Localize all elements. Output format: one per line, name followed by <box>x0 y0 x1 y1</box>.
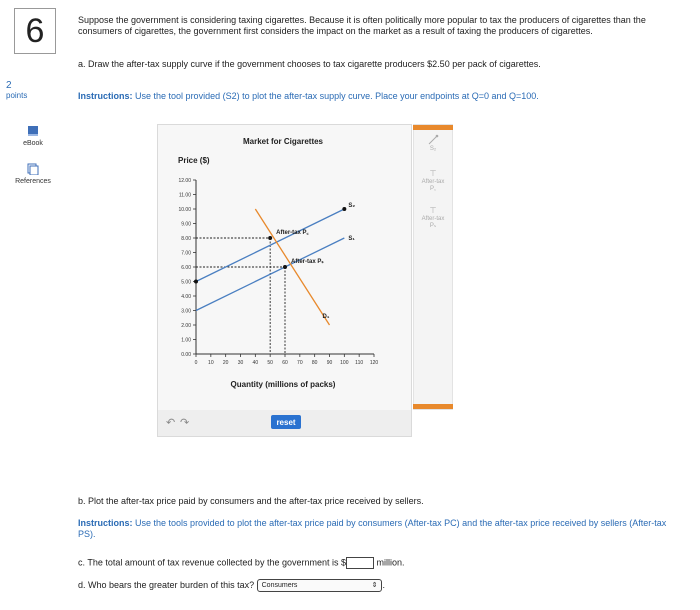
references-link[interactable] <box>6 163 60 185</box>
references-icon <box>27 163 39 175</box>
part-a-instructions <box>78 91 678 102</box>
burden-select-value: Consumers <box>261 582 298 589</box>
graph-controls <box>157 410 412 437</box>
part-b-text: b. Plot the after-tax price paid by consumers and the after-tax price received by sellers. <box>78 496 424 506</box>
tool-pc-line2: P꜀ <box>429 186 437 192</box>
part-c <box>78 557 678 569</box>
chart-title: Market for Cigarettes <box>242 137 324 146</box>
x-tick-label: 60 <box>282 360 288 366</box>
part-a-instructions-label: Instructions: <box>78 91 133 101</box>
part-d-text: d. Who bears the greater burden of this tax? <box>78 579 255 590</box>
tax-revenue-input[interactable] <box>346 557 374 569</box>
references-label: References <box>15 178 51 185</box>
tool-s2[interactable] <box>414 134 452 153</box>
y-tick-label: 12.00 <box>178 178 191 184</box>
undo-icon[interactable]: ↶ <box>166 417 176 429</box>
y-tick-label: 7.00 <box>181 250 191 257</box>
part-c-prefix: c. The total amount of tax revenue collected by the government is $ <box>78 557 346 568</box>
x-tick-label: 50 <box>267 360 273 366</box>
curve-s2-endpoint[interactable] <box>342 207 346 211</box>
line-tool-icon <box>427 134 439 146</box>
x-tick-label: 20 <box>222 360 229 366</box>
question-number: 6 <box>14 8 56 54</box>
equilibrium-point[interactable] <box>268 236 272 240</box>
y-tick-label: 9.00 <box>181 221 191 228</box>
ebook-label: eBook <box>23 140 43 147</box>
burden-select[interactable] <box>257 579 383 592</box>
part-c-suffix: million. <box>376 557 405 568</box>
points-block <box>6 80 42 100</box>
market-chart[interactable] <box>158 125 411 410</box>
annotation-label: After-tax Pₛ <box>291 259 324 265</box>
points-label: points <box>6 91 28 100</box>
curve-label-d1: D₁ <box>322 314 330 320</box>
tool-ps-icon: ⊤ <box>429 206 437 215</box>
tool-after-tax-ps[interactable] <box>414 207 452 230</box>
select-arrows-icon: ⇕ <box>371 582 378 589</box>
points-value: 2 <box>6 80 12 91</box>
curve-s2-endpoint[interactable] <box>194 280 198 284</box>
y-tick-label: 0.00 <box>181 352 191 358</box>
tools-panel <box>413 124 453 410</box>
tool-pc-line1: After-tax <box>421 179 445 185</box>
book-icon <box>27 125 39 137</box>
tool-s2-label: S₂ <box>429 146 437 152</box>
tool-pc-icon: ⊤ <box>429 169 437 178</box>
part-b-instructions-label: Instructions: <box>78 518 133 528</box>
x-tick-label: 80 <box>311 360 318 366</box>
ebook-link[interactable] <box>6 125 60 147</box>
tool-ps-line1: After-tax <box>421 216 445 222</box>
dashed-guides <box>196 238 285 354</box>
y-axis-label: Price ($) <box>178 156 210 165</box>
part-a-text: a. Draw the after-tax supply curve if the government chooses to tax cigarette producers $2.50 per pack of cigarettes. <box>78 59 541 69</box>
part-a-instructions-text: Use the tool provided (S2) to plot the after-tax supply curve. Place your endpoints at Q=0 and Q=100. <box>135 91 539 101</box>
part-b-instructions-text: Use the tools provided to plot the after-tax price paid by consumers (After-tax PC) and the after-tax price received by sellers (After-tax PS). <box>78 518 667 539</box>
x-tick-label: 70 <box>297 360 303 366</box>
tools-panel-bottom-bar <box>413 404 453 409</box>
equilibrium-point[interactable] <box>283 265 287 269</box>
graph-area[interactable] <box>157 124 412 411</box>
x-tick-label: 100 <box>340 360 349 366</box>
annotation-label: After-tax P꜀ <box>276 230 309 236</box>
reset-button[interactable]: reset <box>271 415 301 429</box>
y-tick-label: 10.00 <box>178 207 191 213</box>
y-tick-label: 2.00 <box>181 323 191 329</box>
curve-label-s1: S₁ <box>348 236 355 242</box>
y-tick-label: 4.00 <box>181 294 191 300</box>
x-tick-label: 10 <box>208 360 214 366</box>
redo-icon[interactable]: ↷ <box>180 417 190 429</box>
y-tick-label: 11.00 <box>178 192 191 199</box>
x-axis-label: Quantity (millions of packs) <box>230 380 336 389</box>
x-tick-label: 90 <box>326 360 333 366</box>
x-tick-label: 40 <box>252 360 259 366</box>
intro-text: Suppose the government is considering taxing cigarettes. Because it is often politically more popular to tax the producers of cigarettes than the consumers of cigarettes, the government first considers the impact on the market as a result of taxing the producers of cigarettes. <box>78 15 646 36</box>
y-tick-label: 8.00 <box>181 236 191 242</box>
curve-label-s2: S₂ <box>348 203 356 209</box>
y-tick-label: 5.00 <box>181 279 191 286</box>
x-tick-label: 120 <box>369 360 379 366</box>
part-d: d. Who bears the greater burden of this tax? Consumers ⇕ . <box>78 579 678 592</box>
x-tick-label: 30 <box>237 360 244 366</box>
part-b-instructions <box>78 518 678 540</box>
y-tick-label: 1.00 <box>181 337 191 344</box>
tool-after-tax-pc[interactable] <box>414 170 452 193</box>
y-tick-label: 6.00 <box>181 265 191 271</box>
tool-ps-line2: Pₛ <box>429 223 437 229</box>
x-tick-label: 0 <box>194 360 198 366</box>
x-tick-label: 110 <box>355 360 364 366</box>
y-tick-label: 3.00 <box>181 308 191 315</box>
tools-panel-top-bar <box>413 125 453 130</box>
